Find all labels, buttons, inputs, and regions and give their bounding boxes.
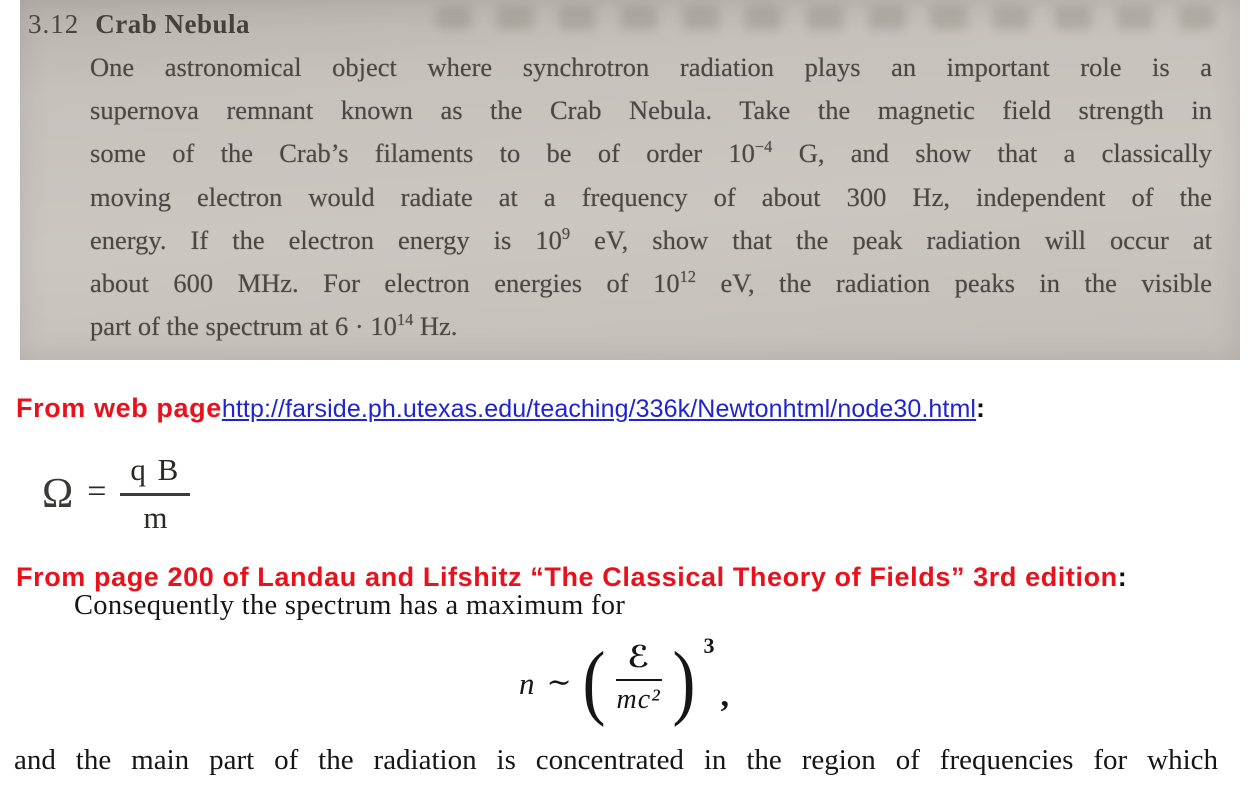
energy-symbol: ℰ [616,640,662,681]
problem-heading [28,9,250,40]
omega-symbol: Ω [42,471,74,517]
source-url-link[interactable]: http://farside.ph.utexas.edu/teaching/336k/Newtonhtml/node30.html [221,395,977,423]
tilde-sign: ∼ [546,665,572,699]
problem-text-line: One astronomical object where synchrotron radiation plays an important role is a [90,52,1212,82]
omega-denominator: m [143,500,168,535]
problem-text [90,46,1212,348]
mc2-denominator: mc² [616,684,661,715]
landau-source-line [16,562,1127,593]
n-symbol: n [519,666,535,701]
web-source-label: From web page [16,393,222,423]
omega-fraction [120,452,190,536]
problem-text-line: energy. If the electron energy is $10^9$ eV, show that the peak radiation will occur at [90,223,1212,255]
landau-outro-text: and the main part of the radiation is concentrated in the region of frequencies for which [14,744,1218,776]
landau-formula: n ∼ ( $\frac{\text{ℰ}}{\text{mc²}}$ ) 3 , [519,633,729,728]
landau-intro-text: Consequently the spectrum has a maximum for [74,590,626,621]
omega-numerator: q B [120,452,190,496]
trailing-comma: , [720,677,729,714]
problem-text-line: some of the Crab’s filaments to be of order $10^{-4}$ G, and show that a classically [90,137,1212,169]
omega-formula [42,452,190,536]
textbook-problem-scan [20,0,1240,360]
web-source-line [16,393,985,424]
landau-source-label: From page 200 of Landau and Lifshitz “The Classical Theory of Fields” 3rd edition [16,562,1118,592]
web-source-colon: : [976,393,986,423]
problem-title: Crab Nebula [95,9,251,39]
equals-sign: = [87,473,107,510]
problem-text-line: moving electron would radiate at a frequency of about 300 Hz, independent of the [90,181,1212,212]
cube-exponent: 3 [703,633,715,658]
problem-text-line: supernova remnant known as the Crab Nebula. Take the magnetic field strength in [90,95,1212,126]
problem-number: 3.12 [28,9,80,39]
problem-text-line: part of the spectrum at $6 \cdot 10^{14}$ Hz. [90,310,458,342]
landau-source-colon: : [1117,562,1127,592]
page-bleedthrough-artifact [435,6,1216,30]
problem-text-line: about 600 MHz. For electron energies of $10^{12}$ eV, the radiation peaks in the visible [90,267,1212,299]
energy-fraction [616,640,662,716]
